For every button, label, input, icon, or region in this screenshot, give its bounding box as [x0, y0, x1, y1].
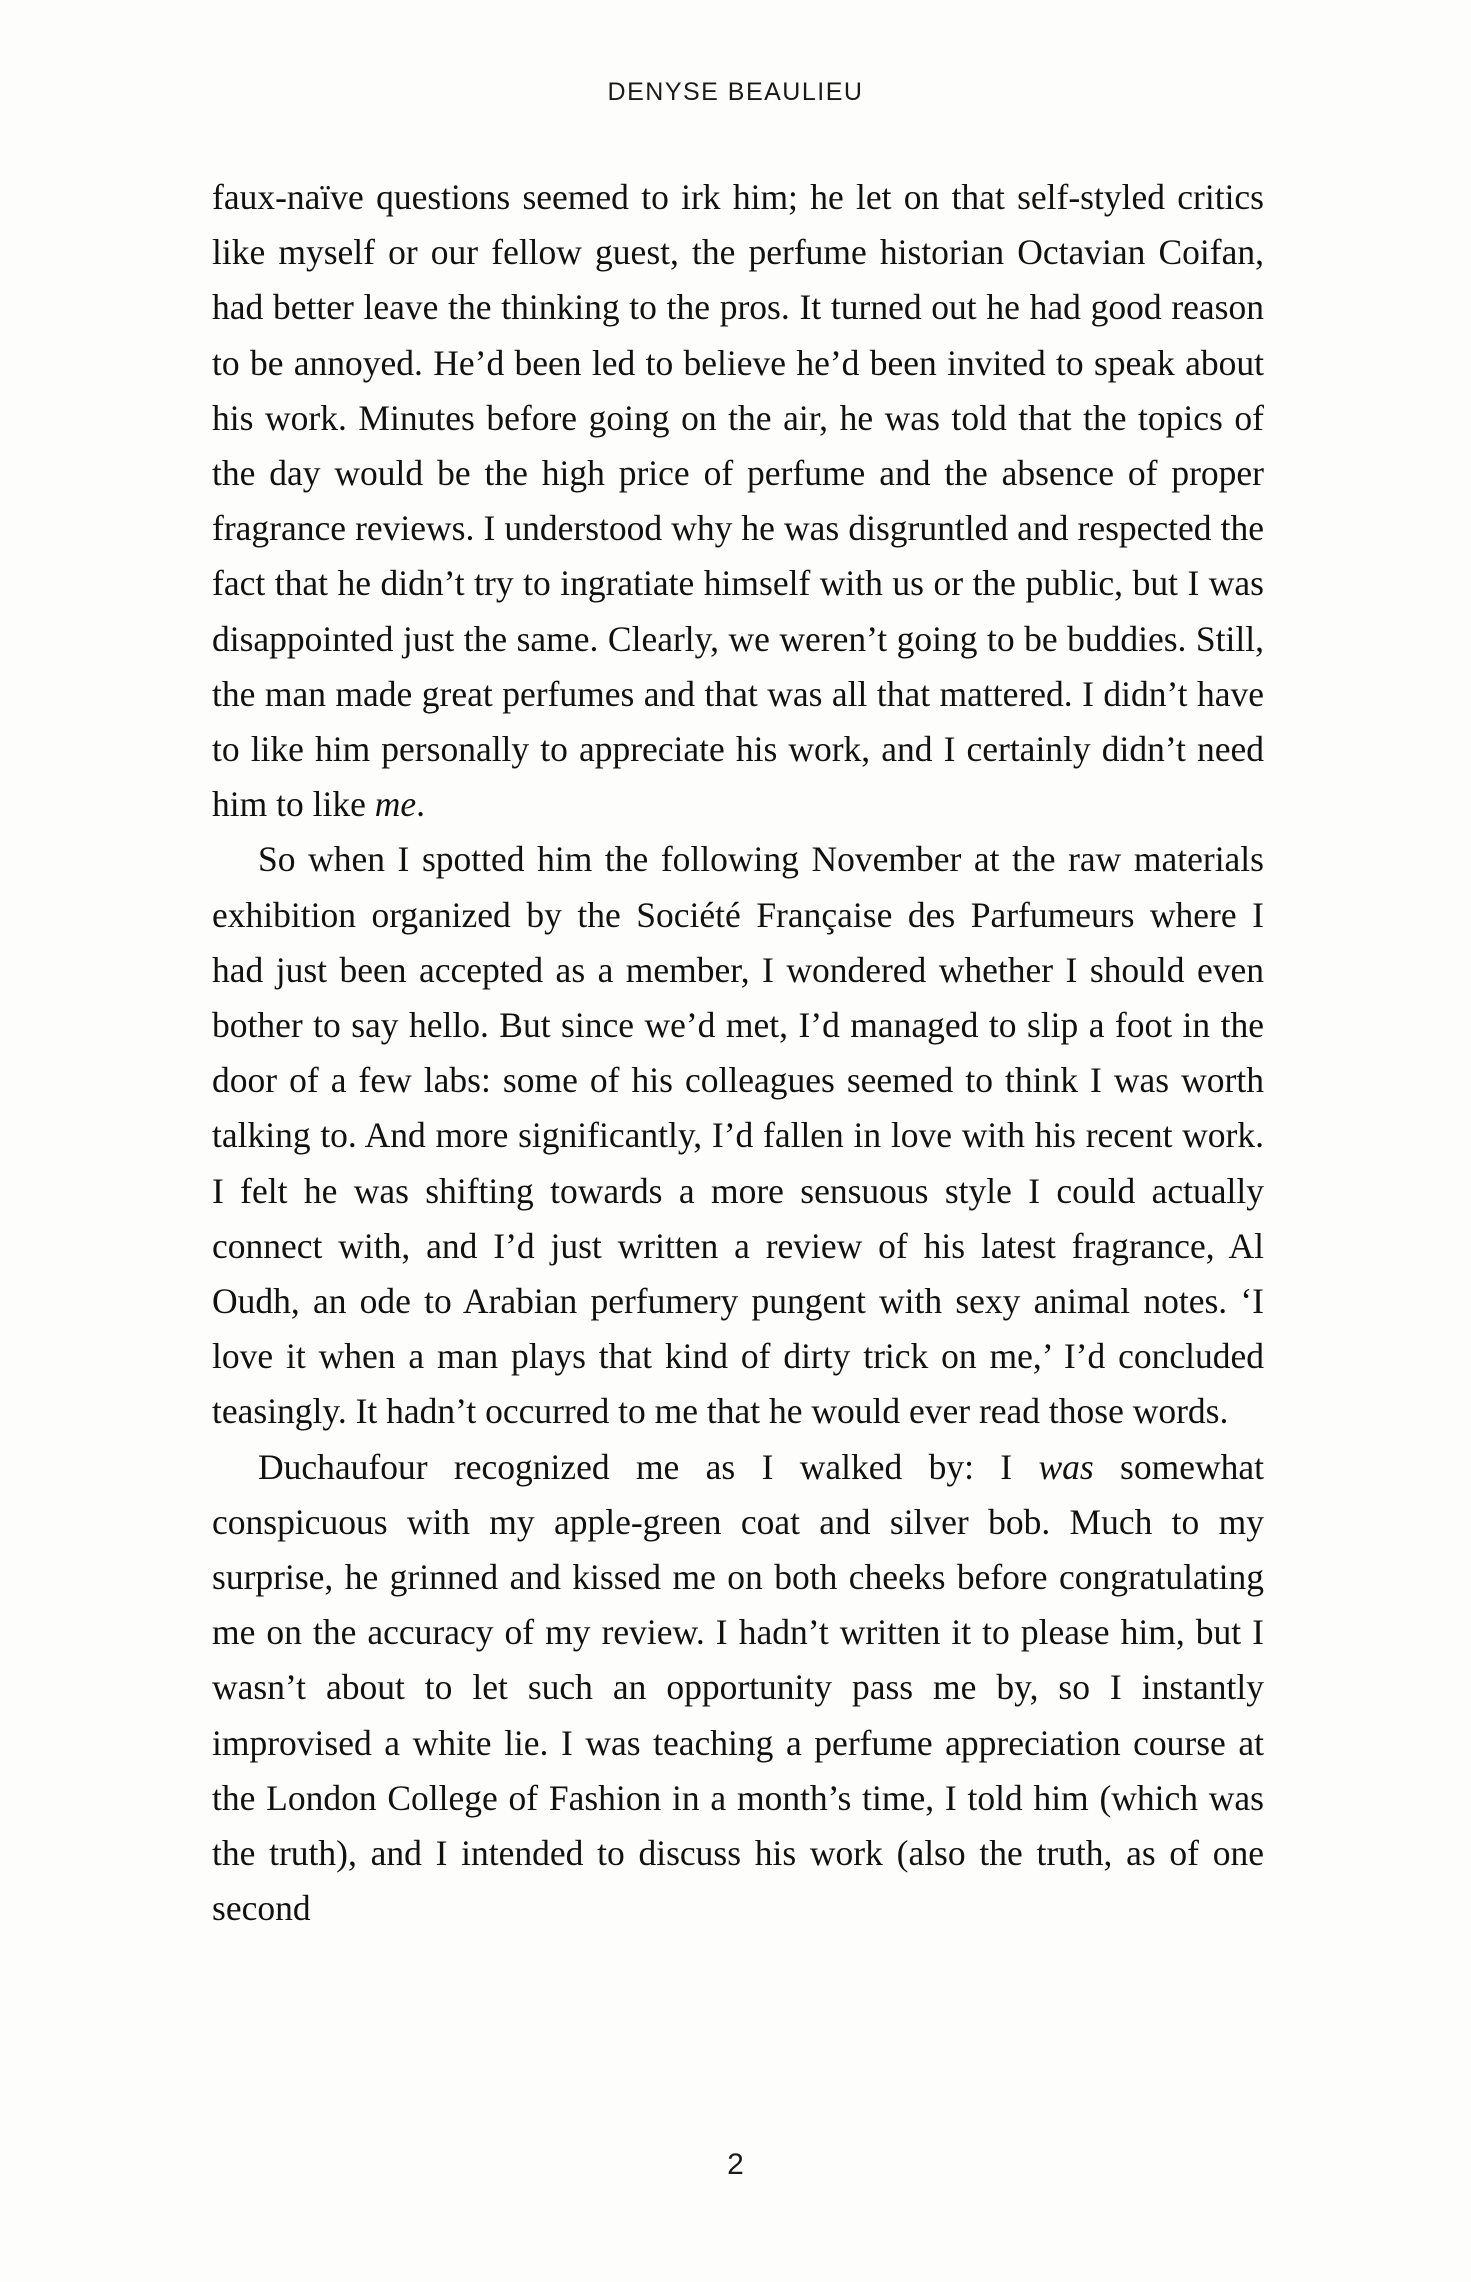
paragraph-1-text: faux-naïve questions seemed to irk him; he let on that self-styled critics like myself or our fellow guest, the perfume historian Octavian Coifan, had better leave the thinking to the pros. It turned out he had good reason to be annoyed. He’d been led to believe he’d been invited to speak about his work. Minutes before going on the air, he was told that the topics of the day would be the high price of perfume and the absence of proper fragrance reviews. I understood why he was disgruntled and respected the fact that he didn’t try to ingratiate himself with us or the public, but I was disappointed just the same. Clearly, we weren’t going to be buddies. Still, the man made great perfumes and that was all that mattered. I didn’t have to like him personally to appreciate his work, and I certainly didn’t need him to like — [212, 177, 1264, 825]
paragraph-1-emphasis: me — [374, 784, 417, 825]
page-number: 2 — [727, 2148, 744, 2181]
body-text — [212, 170, 1264, 1937]
running-head: DENYSE BEAULIEU — [607, 78, 864, 106]
paragraph-2: So when I spotted him the following November at the raw materials exhibition organized by the Société Française des Parfumeurs where I had just been accepted as a member, I wondered whether I should even bother to say hello. But since we’d met, I’d managed to slip a foot in the door of a few labs: some of his colleagues seemed to think I was worth talking to. And more significantly, I’d fallen in love with his recent work. I felt he was shifting towards a more sensuous style I could actually connect with, and I’d just written a review of his latest fragrance, Al Oudh, an ode to Arabian perfumery pungent with sexy animal notes. ‘I love it when a man plays that kind of dirty trick on me,’ I’d concluded teasingly. It hadn’t occurred to me that he would ever read those words. — [212, 839, 1264, 1432]
paragraph-3 — [212, 1440, 1264, 1937]
paragraph-3-tail: somewhat conspicuous with my apple-green coat and silver bob. Much to my surprise, he grinned and kissed me on both cheeks before congratulating me on the accuracy of my review. I hadn’t written it to please him, but I wasn’t about to let such an opportunity pass me by, so I instantly improvised a white lie. I was teaching a perfume appreciation course at the London College of Fashion in a month’s time, I told him (which was the truth), and I intended to discuss his work (also the truth, as of one second — [212, 1446, 1264, 1929]
paragraph-3-emphasis: was — [1038, 1446, 1094, 1487]
paragraph-1-tail: . — [416, 784, 425, 825]
paragraph-1 — [212, 170, 1264, 832]
paragraph-3-text: Duchaufour recognized me as I walked by: I — [258, 1446, 1039, 1487]
